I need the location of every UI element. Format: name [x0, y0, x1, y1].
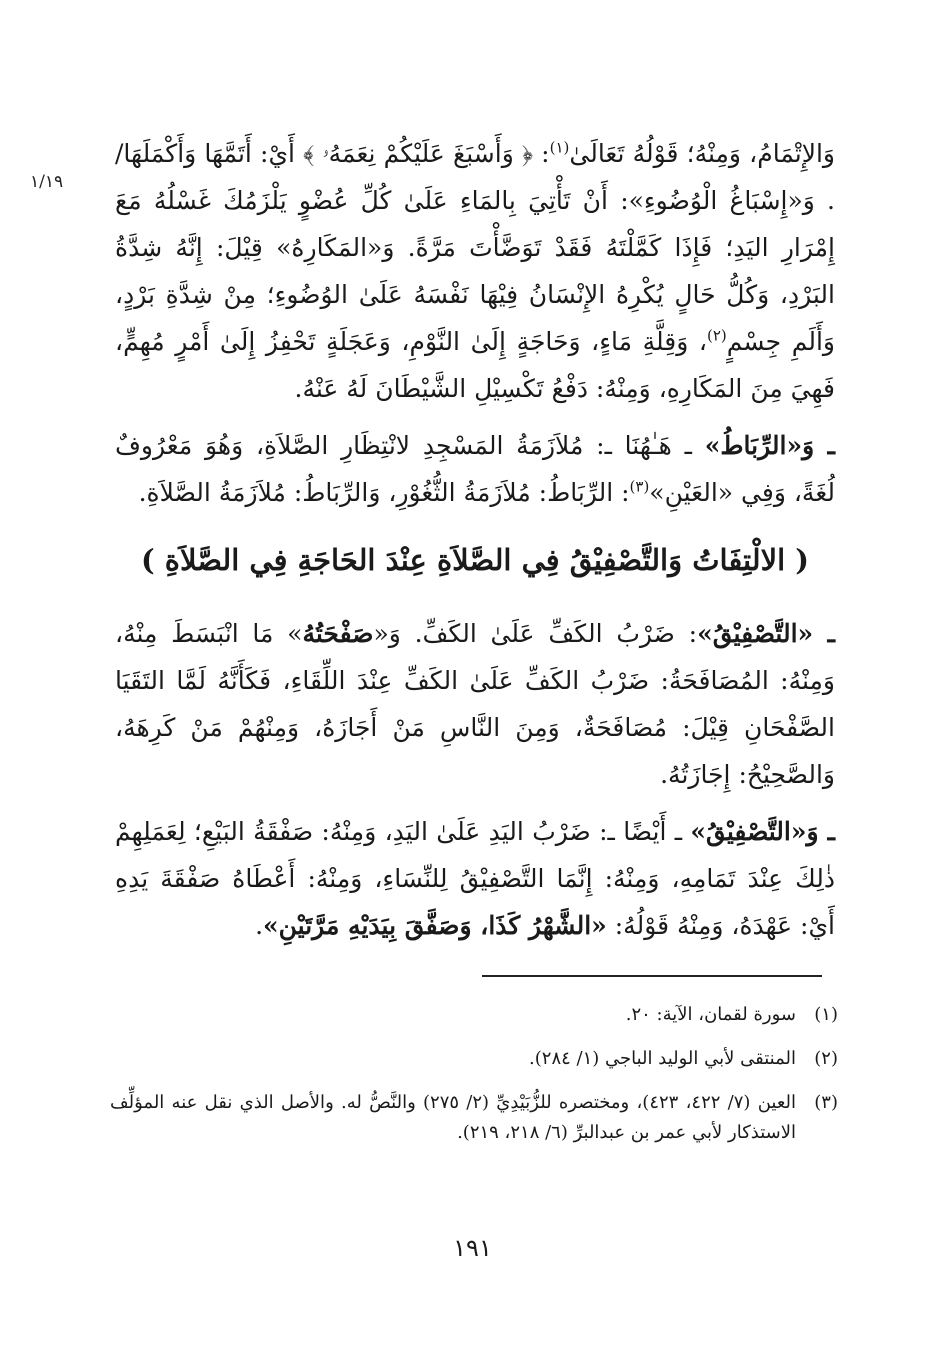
- paragraph-1: [115, 130, 835, 412]
- margin-folio-note: ١/١٩: [30, 172, 64, 192]
- footnote-2: [110, 1044, 838, 1074]
- footnote-number: (٢): [814, 1048, 838, 1069]
- text-run: ـ هَـٰهُنَا ـ: مُلاَزَمَةُ المَسْجِدِ لانْتِظَارِ الصَّلاَةِ، وَهُوَ مَعْرُوفٌ لُغَةً، وَفِي «العَيْنِ»: [115, 431, 835, 507]
- paragraph-2: [115, 422, 835, 516]
- footnote-number: (١): [814, 1004, 838, 1025]
- footnote-ref-1[interactable]: (١): [549, 138, 570, 157]
- text-run: وَالإِتْمَامُ، وَمِنْهُ؛ قَوْلُهُ تَعَالَىٰ: [569, 139, 836, 168]
- term-tasfiq: ـ «التَّصْفِيْقُ»: [697, 619, 835, 648]
- text-run: : الرِّبَاطُ: مُلاَزَمَةُ الثُّغُوْرِ، وَالرِّبَاطُ: مُلاَزَمَةُ الصَّلاَةِ.: [138, 478, 630, 507]
- footnote-text: المنتقى لأبي الوليد الباجي (١/ ٢٨٤).: [529, 1048, 796, 1069]
- page-number: ١٩١: [453, 1234, 492, 1262]
- footnote-text: العين (٧/ ٤٢٢، ٤٢٣)، ومختصره للزُّبَيْدِيِّ (٢/ ٢٧٥) والنَّصُّ له. والأصل الذي نقل عنه المؤلِّف الاستذكار لأبي عمر بن عبدالبرِّ (٦/ ٢١٨، ٢١٩).: [110, 1092, 796, 1143]
- text-run: » مَا انْبَسَطَ مِنْهُ، وَمِنْهُ: المُصَافَحَةُ: ضَرْبُ الكَفِّ عَلَىٰ الكَفِّ عِنْدَ اللِّقَاءِ، فَكَأَنَّهُ لَمَّا التَقَيَا الصَّفْحَانِ قِيْلَ: مُصَافَحَةٌ، وَمِنَ النَّاسِ مَنْ أَجَازَهُ، وَمِنْهُمْ مَنْ كَرِهَهُ، وَالصَّحِيْحُ: إِجَازَتُهُ.: [115, 619, 835, 789]
- text-run: .: [255, 911, 264, 940]
- text-run: : ضَرْبُ الكَفِّ عَلَىٰ الكَفِّ. وَ«: [373, 619, 698, 648]
- footnote-ref-2[interactable]: (٢): [706, 326, 727, 345]
- footnote-separator: [482, 975, 822, 977]
- footnote-1: [110, 1000, 838, 1030]
- text-run: ـ أَيْضًا ـ: ضَرْبُ اليَدِ عَلَىٰ اليَدِ، وَمِنْهُ: صَفْقَةُ البَيْعِ؛ لِعَمَلِهِمْ ذٰلِكَ عِنْدَ تَمَامِهِ، وَمِنْهُ: إِنَّمَا التَّصْفِيْقُ لِلنِّسَاءِ، وَمِنْهُ: أَعْطَاهُ صَفْقَةَ يَدِهِ أَيْ: عَهْدَهُ، وَمِنْهُ قَوْلُهُ:: [115, 817, 835, 940]
- paragraph-4: [115, 808, 835, 949]
- term-tasfiq-2: ـ وَ«التَّصْفِيْقُ»: [690, 817, 835, 846]
- footnote-3: [110, 1088, 838, 1148]
- paragraph-3: [115, 610, 835, 798]
- section-heading: ( الالْتِفَاتُ وَالتَّصْفِيْقُ فِي الصَّلاَةِ عِنْدَ الحَاجَةِ فِي الصَّلاَةِ ): [140, 543, 810, 577]
- footnote-number: (٣): [814, 1092, 838, 1113]
- footnote-ref-3[interactable]: (٣): [629, 477, 650, 496]
- text-run: ، وَقِلَّةِ مَاءٍ، وَحَاجَةٍ إِلَىٰ النَّوْمِ، وَعَجَلَةٍ تَحْفِزُ إِلَىٰ أَمْرٍ مُهِمٍّ، فَهِيَ مِنَ المَكَارِهِ، وَمِنْهُ: دَفْعُ تَكْسِيْلِ الشَّيْطَانَ لَهُ عَنْهُ.: [115, 327, 835, 403]
- hadith-quote: «الشَّهْرُ كَذَا، وَصَفَّقَ بِيَدَيْهِ مَرَّتَيْنِ»: [263, 911, 607, 940]
- term-safhatuhu: صَفْحَتُهُ: [302, 619, 374, 648]
- main-text: [115, 130, 835, 959]
- term-ribat: ـ وَ«الرِّبَاطُ»: [704, 431, 836, 460]
- footnote-text: سورة لقمان، الآية: ٢٠.: [625, 1004, 796, 1025]
- footnotes: [110, 1000, 838, 1162]
- text-run: : ﴿ وَأَسْبَغَ عَلَيْكُمْ نِعَمَهُۥ ﴾ أَيْ: أَتَمَّهَا وَأَكْمَلَهَا/ . وَ«إِسْبَاغُ الْوُضُوءِ»: أَنْ تَأْتِيَ بِالمَاءِ عَلَىٰ كُلِّ عُضْوٍ يَلْزَمُكَ غَسْلُهُ مَعَ إِمْرَارِ اليَدِ؛ فَإِذَا كَمَّلْتَهُ فَقَدْ تَوَضَّأْتَ مَرَّةً. وَ«المَكَارِهُ» قِيْلَ: إِنَّهُ شِدَّةُ البَرْدِ، وَكُلُّ حَالٍ يُكْرِهُ الإِنْسَانُ فِيْهَا نَفْسَهُ عَلَىٰ الوُضُوءِ؛ مِنْ شِدَّةِ بَرْدٍ، وَأَلَمِ جِسْمٍ: [115, 139, 835, 356]
